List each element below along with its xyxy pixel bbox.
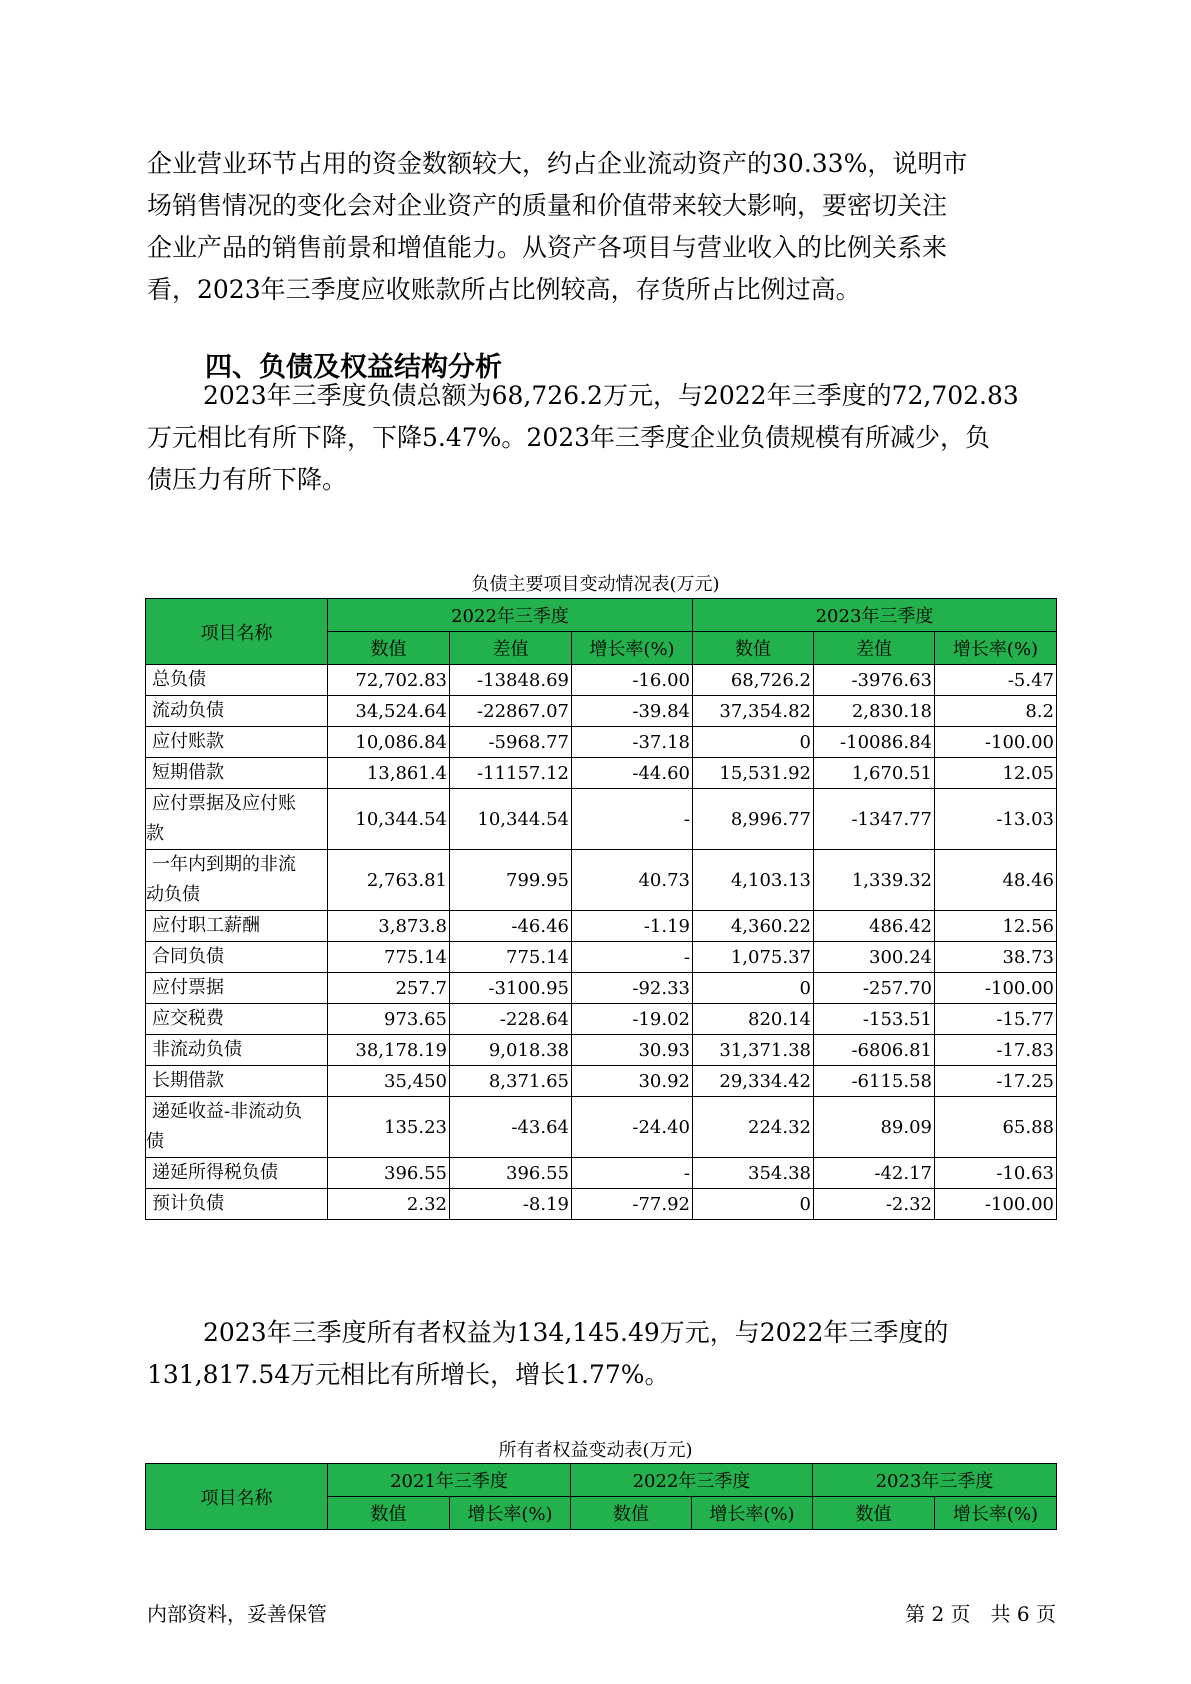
value-cell: 0 — [693, 1189, 814, 1220]
item-name-cell — [146, 911, 328, 942]
table-row — [146, 1158, 1057, 1189]
paragraph-line: 131,817.54万元相比有所增长，增长1.77%。 — [147, 1360, 670, 1389]
paragraph-asset-analysis — [147, 143, 1047, 311]
value-cell: 12.56 — [935, 911, 1057, 942]
value-cell: 0 — [693, 973, 814, 1004]
item-name-line: 总负债 — [152, 669, 206, 690]
table-row — [146, 942, 1057, 973]
value-cell: - — [572, 942, 693, 973]
value-cell: 9,018.38 — [450, 1035, 572, 1066]
sub-header: 增长率(%) — [692, 1497, 813, 1530]
value-cell: 29,334.42 — [693, 1066, 814, 1097]
item-name-line: 应付票据及应付账 — [152, 793, 296, 814]
value-cell: 0 — [693, 727, 814, 758]
value-cell: -19.02 — [572, 1004, 693, 1035]
sub-header: 增长率(%) — [572, 632, 693, 665]
value-cell: 89.09 — [814, 1097, 935, 1158]
value-cell: 30.92 — [572, 1066, 693, 1097]
value-cell: -2.32 — [814, 1189, 935, 1220]
value-cell: -5.47 — [935, 665, 1057, 696]
table-row — [146, 911, 1057, 942]
table-row — [146, 1097, 1057, 1158]
group-header: 2023年三季度 — [693, 599, 1057, 632]
value-cell: 1,339.32 — [814, 850, 935, 911]
item-name-line: 递延所得税负债 — [152, 1162, 278, 1183]
value-cell: -17.83 — [935, 1035, 1057, 1066]
value-cell: 2,830.18 — [814, 696, 935, 727]
sub-header: 数值 — [328, 1497, 450, 1530]
item-name-line: 应交税费 — [152, 1008, 224, 1029]
value-cell: -153.51 — [814, 1004, 935, 1035]
column-header-item-name: 项目名称 — [146, 599, 328, 665]
value-cell: 396.55 — [450, 1158, 572, 1189]
item-name-cell — [146, 973, 328, 1004]
value-cell: 12.05 — [935, 758, 1057, 789]
paragraph-liability-summary — [147, 375, 1047, 501]
value-cell: 2.32 — [328, 1189, 450, 1220]
item-name-line: 款 — [146, 823, 164, 844]
value-cell: 68,726.2 — [693, 665, 814, 696]
value-cell: - — [572, 1158, 693, 1189]
value-cell: 300.24 — [814, 942, 935, 973]
value-cell: 65.88 — [935, 1097, 1057, 1158]
item-name-cell — [146, 1097, 328, 1158]
group-header: 2022年三季度 — [328, 599, 693, 632]
table-row — [146, 850, 1057, 911]
value-cell: 37,354.82 — [693, 696, 814, 727]
group-header: 2023年三季度 — [813, 1464, 1057, 1497]
item-name-cell — [146, 1189, 328, 1220]
table-row — [146, 758, 1057, 789]
value-cell: -11157.12 — [450, 758, 572, 789]
item-name-line: 流动负债 — [152, 700, 224, 721]
table-row — [146, 1035, 1057, 1066]
value-cell: 10,086.84 — [328, 727, 450, 758]
value-cell: -6806.81 — [814, 1035, 935, 1066]
value-cell: 820.14 — [693, 1004, 814, 1035]
value-cell: -1347.77 — [814, 789, 935, 850]
value-cell: -46.46 — [450, 911, 572, 942]
value-cell: -3976.63 — [814, 665, 935, 696]
sub-header: 差值 — [814, 632, 935, 665]
paragraph-line: 看，2023年三季度应收账款所占比例较高，存货所占比例过高。 — [147, 275, 861, 304]
sub-header: 增长率(%) — [450, 1497, 571, 1530]
paragraph-line: 债压力有所下降。 — [147, 465, 348, 494]
value-cell: 30.93 — [572, 1035, 693, 1066]
table-row — [146, 665, 1057, 696]
sub-header: 增长率(%) — [935, 1497, 1057, 1530]
liability-table-body — [146, 665, 1057, 1220]
table-caption: 所有者权益变动表(万元) — [498, 1440, 693, 1461]
value-cell: -77.92 — [572, 1189, 693, 1220]
value-cell: -13.03 — [935, 789, 1057, 850]
value-cell: 2,763.81 — [328, 850, 450, 911]
value-cell: 973.65 — [328, 1004, 450, 1035]
value-cell: 224.32 — [693, 1097, 814, 1158]
equity-table — [145, 1463, 1057, 1530]
liability-table — [145, 598, 1057, 1220]
item-name-cell — [146, 1035, 328, 1066]
item-name-cell — [146, 789, 328, 850]
value-cell: 15,531.92 — [693, 758, 814, 789]
item-name-cell — [146, 696, 328, 727]
value-cell: -13848.69 — [450, 665, 572, 696]
paragraph-line: 2023年三季度负债总额为68,726.2万元，与2022年三季度的72,702.83 — [203, 381, 1019, 410]
item-name-line: 动负债 — [146, 884, 200, 905]
table-row — [146, 1189, 1057, 1220]
value-cell: -42.17 — [814, 1158, 935, 1189]
sub-header: 差值 — [450, 632, 572, 665]
value-cell: 10,344.54 — [450, 789, 572, 850]
table-caption: 负债主要项目变动情况表(万元) — [471, 574, 720, 595]
item-name-cell — [146, 665, 328, 696]
value-cell: 13,861.4 — [328, 758, 450, 789]
item-name-line: 预计负债 — [152, 1193, 224, 1214]
value-cell: -100.00 — [935, 973, 1057, 1004]
value-cell: 354.38 — [693, 1158, 814, 1189]
item-name-line: 一年内到期的非流 — [152, 854, 296, 875]
value-cell: 40.73 — [572, 850, 693, 911]
sub-header: 增长率(%) — [935, 632, 1057, 665]
value-cell: 8,371.65 — [450, 1066, 572, 1097]
table-row — [146, 973, 1057, 1004]
value-cell: -92.33 — [572, 973, 693, 1004]
value-cell: 38,178.19 — [328, 1035, 450, 1066]
value-cell: 1,670.51 — [814, 758, 935, 789]
table-row — [146, 789, 1057, 850]
paragraph-line: 企业产品的销售前景和增值能力。从资产各项目与营业收入的比例关系来 — [147, 233, 948, 262]
value-cell: - — [572, 789, 693, 850]
item-name-line: 非流动负债 — [152, 1039, 242, 1060]
item-name-line: 应付职工薪酬 — [152, 915, 260, 936]
value-cell: -8.19 — [450, 1189, 572, 1220]
value-cell: -24.40 — [572, 1097, 693, 1158]
item-name-cell — [146, 942, 328, 973]
value-cell: 8.2 — [935, 696, 1057, 727]
item-name-cell — [146, 727, 328, 758]
item-name-line: 长期借款 — [152, 1070, 224, 1091]
value-cell: -228.64 — [450, 1004, 572, 1035]
value-cell: 38.73 — [935, 942, 1057, 973]
column-header-item-name: 项目名称 — [146, 1464, 328, 1530]
value-cell: -3100.95 — [450, 973, 572, 1004]
value-cell: 257.7 — [328, 973, 450, 1004]
value-cell: -39.84 — [572, 696, 693, 727]
table-row — [146, 696, 1057, 727]
value-cell: -5968.77 — [450, 727, 572, 758]
item-name-line: 短期借款 — [152, 762, 224, 783]
value-cell: -17.25 — [935, 1066, 1057, 1097]
item-name-cell — [146, 850, 328, 911]
value-cell: 10,344.54 — [328, 789, 450, 850]
group-header: 2021年三季度 — [328, 1464, 571, 1497]
item-name-line: 递延收益-非流动负 — [152, 1101, 303, 1122]
value-cell: -10.63 — [935, 1158, 1057, 1189]
value-cell: -6115.58 — [814, 1066, 935, 1097]
value-cell: -100.00 — [935, 1189, 1057, 1220]
value-cell: -1.19 — [572, 911, 693, 942]
value-cell: 34,524.64 — [328, 696, 450, 727]
footer-page-number: 第 2 页 共 6 页 — [905, 1602, 1056, 1626]
value-cell: -43.64 — [450, 1097, 572, 1158]
paragraph-line: 场销售情况的变化会对企业资产的质量和价值带来较大影响，要密切关注 — [147, 191, 948, 220]
item-name-line: 应付账款 — [152, 731, 224, 752]
sub-header: 数值 — [328, 632, 450, 665]
value-cell: -44.60 — [572, 758, 693, 789]
table-row — [146, 727, 1057, 758]
value-cell: 775.14 — [328, 942, 450, 973]
item-name-line: 债 — [146, 1131, 164, 1152]
paragraph-line: 2023年三季度所有者权益为134,145.49万元，与2022年三季度的 — [203, 1318, 949, 1347]
item-name-cell — [146, 1004, 328, 1035]
value-cell: 775.14 — [450, 942, 572, 973]
value-cell: 72,702.83 — [328, 665, 450, 696]
table-row — [146, 1004, 1057, 1035]
value-cell: 486.42 — [814, 911, 935, 942]
table-row — [146, 1066, 1057, 1097]
value-cell: -16.00 — [572, 665, 693, 696]
sub-header: 数值 — [693, 632, 814, 665]
value-cell: -10086.84 — [814, 727, 935, 758]
section-heading: 四、负债及权益结构分析 — [205, 352, 502, 383]
item-name-line: 应付票据 — [152, 977, 224, 998]
group-header: 2022年三季度 — [571, 1464, 813, 1497]
value-cell: 31,371.38 — [693, 1035, 814, 1066]
footer-confidential: 内部资料，妥善保管 — [147, 1602, 327, 1626]
sub-header: 数值 — [813, 1497, 935, 1530]
value-cell: -22867.07 — [450, 696, 572, 727]
value-cell: 48.46 — [935, 850, 1057, 911]
item-name-cell — [146, 1066, 328, 1097]
value-cell: 35,450 — [328, 1066, 450, 1097]
paragraph-equity-summary — [147, 1312, 1047, 1396]
value-cell: -100.00 — [935, 727, 1057, 758]
value-cell: -257.70 — [814, 973, 935, 1004]
value-cell: 8,996.77 — [693, 789, 814, 850]
value-cell: 799.95 — [450, 850, 572, 911]
sub-header: 数值 — [571, 1497, 692, 1530]
item-name-cell — [146, 1158, 328, 1189]
value-cell: 3,873.8 — [328, 911, 450, 942]
value-cell: 135.23 — [328, 1097, 450, 1158]
item-name-cell — [146, 758, 328, 789]
value-cell: -15.77 — [935, 1004, 1057, 1035]
value-cell: 1,075.37 — [693, 942, 814, 973]
item-name-line: 合同负债 — [152, 946, 224, 967]
value-cell: 4,103.13 — [693, 850, 814, 911]
paragraph-line: 企业营业环节占用的资金数额较大，约占企业流动资产的30.33%，说明市 — [147, 149, 968, 178]
value-cell: 396.55 — [328, 1158, 450, 1189]
value-cell: 4,360.22 — [693, 911, 814, 942]
value-cell: -37.18 — [572, 727, 693, 758]
paragraph-line: 万元相比有所下降，下降5.47%。2023年三季度企业负债规模有所减少，负 — [147, 423, 991, 452]
